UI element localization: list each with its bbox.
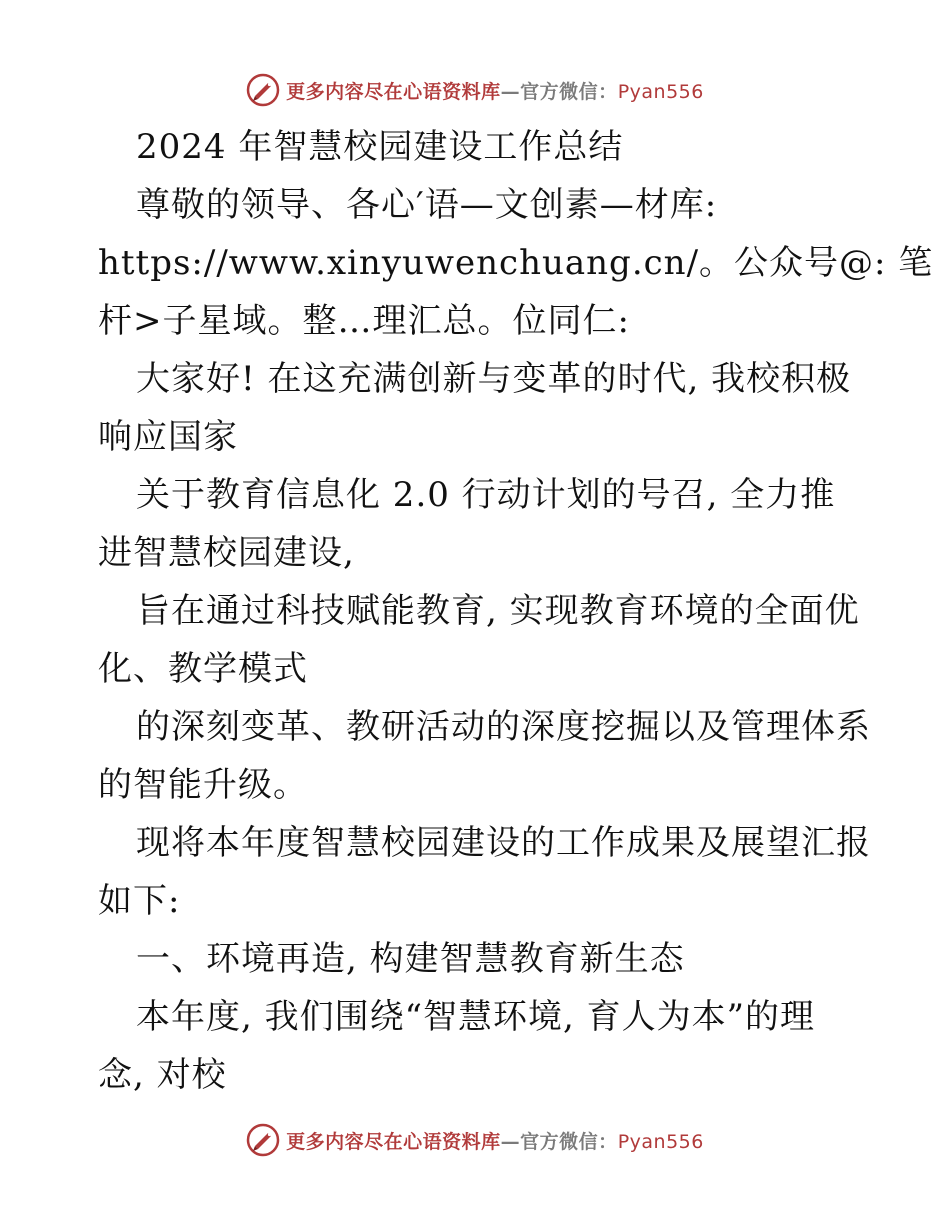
header-watermark <box>0 70 950 110</box>
brand-logo-icon <box>246 73 280 107</box>
paragraph-line: 的深刻变革、教研活动的深度挖掘以及管理体系 <box>136 707 871 747</box>
paragraph-line: 的智能升级。 <box>98 765 308 805</box>
paragraph-line: 进智慧校园建设, <box>98 533 355 573</box>
paragraph-line: 如下: <box>98 881 181 921</box>
paragraph-line: 大家好! 在这充满创新与变革的时代, 我校积极 <box>136 359 852 399</box>
watermark-text: 更多内容尽在心语资料库—官方微信：Pyan556 <box>286 1130 704 1153</box>
brand-logo-icon <box>246 1123 280 1157</box>
url-line: https://www.xinyuwenchuang.cn/。公众号@: 笔 <box>98 243 934 283</box>
paragraph-line: 本年度, 我们围绕“智慧环境, 育人为本”的理 <box>136 997 815 1037</box>
paragraph-line: 念, 对校 <box>98 1055 227 1095</box>
paragraph-line: 响应国家 <box>98 417 238 457</box>
salutation-line-continued: 杆>子星域。整…理汇总。位同仁: <box>98 301 630 341</box>
paragraph-line: 化、教学模式 <box>98 649 308 689</box>
footer-watermark <box>0 1120 950 1160</box>
section-heading: 一、环境再造, 构建智慧教育新生态 <box>136 939 685 979</box>
salutation-line: 尊敬的领导、各心′语—文创素—材库: <box>136 185 718 225</box>
document-title: 2024 年智慧校园建设工作总结 <box>136 127 624 167</box>
watermark-text: 更多内容尽在心语资料库—官方微信：Pyan556 <box>286 80 704 103</box>
paragraph-line: 旨在通过科技赋能教育, 实现教育环境的全面优 <box>136 591 860 631</box>
paragraph-line: 现将本年度智慧校园建设的工作成果及展望汇报 <box>136 823 871 863</box>
paragraph-line: 关于教育信息化 2.0 行动计划的号召, 全力推 <box>136 475 836 515</box>
document-body <box>98 118 934 1104</box>
